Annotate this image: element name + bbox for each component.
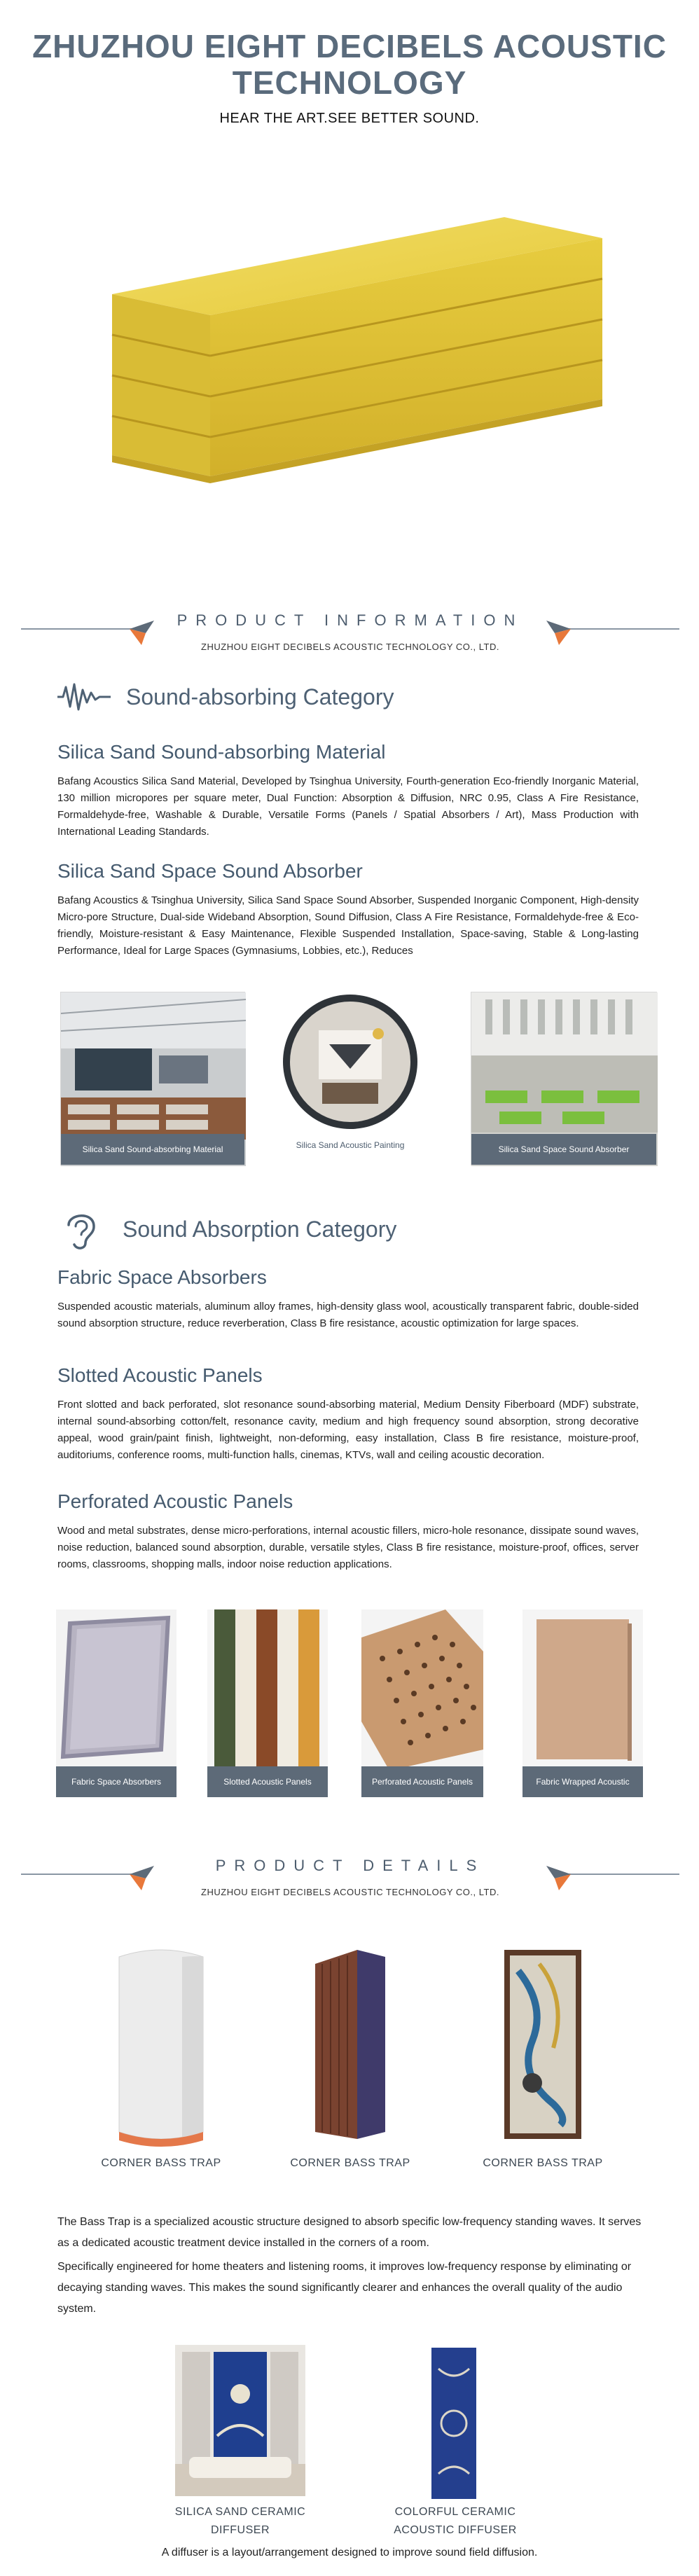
perforated-text: Wood and metal substrates, dense micro-perforations, internal acoustic fillers, micro-hole resonance, dissipate sound waves, noise reduction, balanced sound absorption, durable, versatile styles, Class B fire resistance, moisture-proof, offices, server rooms, classrooms, shopping malls, indoor noise reduction applications. [57, 1525, 639, 1570]
image-caption: Fabric Wrapped Acoustic Panels [522, 1766, 643, 1797]
image-card-fabric-wrapped [522, 1609, 643, 1817]
image-caption: Slotted Acoustic Panels [207, 1766, 328, 1797]
fabric-text: Suspended acoustic materials, aluminum alloy frames, high-density glass wool, acoustically transparent fabric, double-sided sound absorption structure, reduce reverberation, Class B fire resistance, acoustic optimization for large spaces. [57, 1301, 639, 1329]
image-card-slotted [207, 1609, 328, 1797]
image-caption: Silica Sand Sound-absorbing Material [61, 1134, 244, 1165]
category-label: Sound Absorption Category [123, 1217, 397, 1242]
section-subtitle: ZHUZHOU EIGHT DECIBELS ACOUSTIC TECHNOLOGY CO., LTD. [201, 1887, 499, 1897]
image-caption: Silica Sand Acoustic Painting [296, 1140, 405, 1150]
section-subtitle: ZHUZHOU EIGHT DECIBELS ACOUSTIC TECHNOLOGY CO., LTD. [201, 642, 499, 652]
ear-icon [60, 1208, 102, 1252]
diffuser-caption: SILICA SAND CERAMIC DIFFUSER [174, 2506, 306, 2536]
diffuser-image [175, 2345, 305, 2496]
fabric-title: Fabric Space Absorbers [57, 1266, 267, 1288]
diffuser-image [431, 2348, 476, 2499]
bass-trap-description-2: Specifically engineered for home theaters and listening rooms, it improves low-frequency response by eliminating or decaying standing waves. This makes the sound significantly clearer and enhances the overall quality of the audio system. [57, 2261, 632, 2315]
image-card-fabric-space [56, 1609, 177, 1797]
product-details-header [21, 1839, 679, 1916]
brand-title: ZHUZHOU EIGHT DECIBELS ACOUSTIC TECHNOLOGY [32, 28, 667, 101]
material-text: Bafang Acoustics Silica Sand Material, Developed by Tsinghua University, Fourth-generation Eco-friendly Inorganic Material, 130 million micropores per square meter, Dual Function: Absorption & Diffusion, NRC 0.95, Class A Fire Resistance, Formaldehyde-free, Washable & Durable, Versatile Forms (Panels / Spatial Absorbers / Art), Mass Production with International Leading Standards. [57, 775, 639, 838]
section-title: PRODUCT DETAILS [215, 1857, 485, 1874]
perforated-title: Perforated Acoustic Panels [57, 1490, 293, 1512]
image-card-classroom [60, 992, 245, 1165]
product-information-header [21, 594, 679, 671]
material-title: Silica Sand Sound-absorbing Material [57, 741, 386, 763]
hero-product-image [70, 175, 630, 567]
bass-trap-caption: CORNER BASS TRAP [483, 2157, 603, 2169]
diffuser-description: A diffuser is a layout/arrangement designed to improve sound field diffusion. [161, 2547, 538, 2558]
category-label: Sound-absorbing Category [126, 684, 394, 709]
tagline: HEAR THE ART.SEE BETTER SOUND. [219, 111, 480, 126]
image-card-painting [280, 992, 420, 1165]
slotted-text: Front slotted and back perforated, slot resonance sound-absorbing material, Medium Density Fiberboard (MDF) substrate, internal sound-absorbing cotton/felt, resonance cavity, medium and high frequency sound absorption, strong decorative appeal, wood grain/paint finish, lightweight, non-deforming, easy installation, Class B fire resistance, moisture-proof, auditoriums, conference rooms, multi-function halls, cinemas, KTVs, wall and ceiling acoustic decoration. [57, 1399, 639, 1461]
bass-trap-image [490, 1943, 595, 2153]
slotted-title: Slotted Acoustic Panels [57, 1364, 263, 1386]
category-heading [56, 676, 546, 718]
space-text: Bafang Acoustics & Tsinghua University, Silica Sand Space Sound Absorber, Suspended Inorganic Component, High-density Micro-pore Structure, Dual-side Wideband Absorption, Sound Diffusion, Class A Fire Resistance, Formaldehyde-free & Eco-friendly, Moisture-resistant & Easy Maintenance, Flexible Suspended Installation, Space-saving, Stable & Long-lasting Performance, Ideal for Large Spaces (Gymnasiums, Lobbies, etc.), Reduces [57, 894, 639, 957]
image-card-space-absorber [471, 992, 657, 1165]
diffuser-caption: COLORFUL CERAMIC ACOUSTIC DIFFUSER [394, 2506, 517, 2536]
image-caption: Silica Sand Space Sound Absorber [471, 1134, 656, 1165]
space-title: Silica Sand Space Sound Absorber [57, 860, 363, 882]
section-title: PRODUCT INFORMATION [177, 611, 524, 629]
image-caption: Perforated Acoustic Panels [361, 1766, 483, 1797]
image-caption: Fabric Space Absorbers [56, 1766, 177, 1797]
bass-trap-description: The Bass Trap is a specialized acoustic structure designed to absorb specific low-frequency standing waves. It serves as a dedicated acoustic treatment device installed in the corners of a room. [57, 2216, 642, 2249]
bass-trap-image [301, 1943, 399, 2153]
bass-trap-caption: CORNER BASS TRAP [101, 2157, 221, 2169]
bass-trap-image [105, 1943, 217, 2153]
bass-trap-caption: CORNER BASS TRAP [290, 2157, 410, 2169]
category-heading [56, 1208, 546, 1250]
sound-wave-icon [56, 681, 112, 712]
image-card-perforated [361, 1609, 483, 1797]
